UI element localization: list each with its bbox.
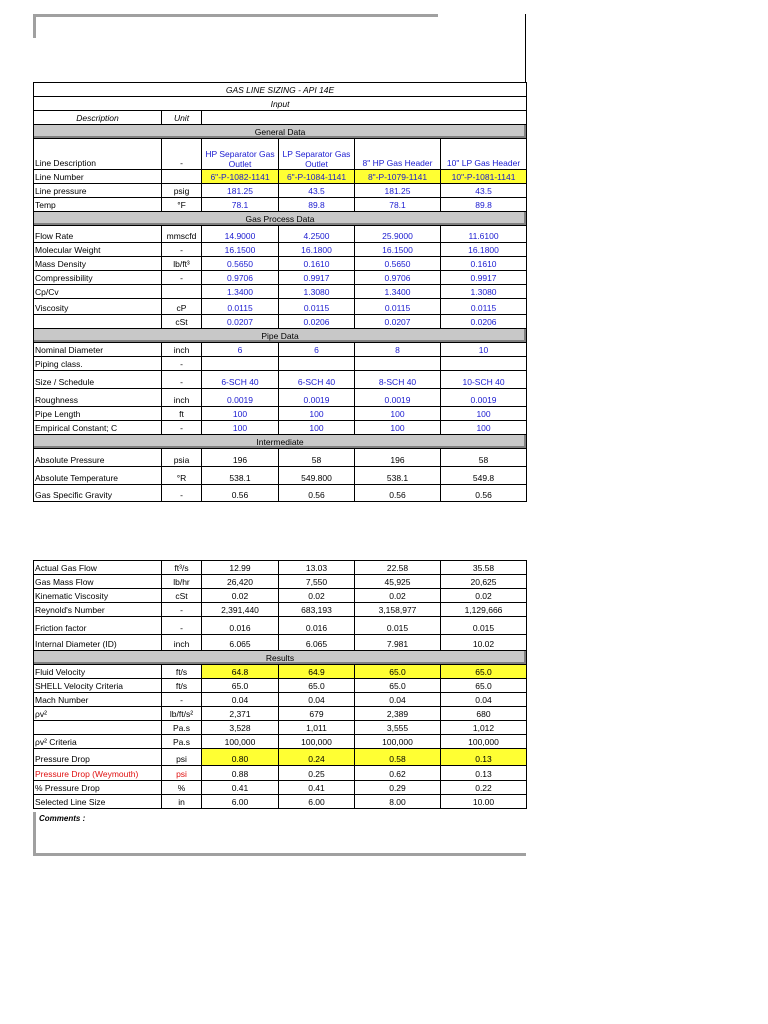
value-cell[interactable]: 78.1 <box>202 198 279 212</box>
value-cell[interactable]: 65.0 <box>441 679 527 693</box>
row-label: Molecular Weight <box>34 243 162 257</box>
value-cell[interactable]: 538.1 <box>202 467 279 485</box>
value-cell[interactable]: 196 <box>355 449 441 467</box>
table-row <box>34 617 527 635</box>
value-cell[interactable]: 16.1800 <box>441 243 527 257</box>
row-unit: - <box>162 421 202 435</box>
row-label: Mach Number <box>34 693 162 707</box>
row-unit: ft/s <box>162 679 202 693</box>
value-cell[interactable]: 89.8 <box>279 198 355 212</box>
value-cell[interactable]: 16.1500 <box>355 243 441 257</box>
value-cell[interactable]: 12.99 <box>202 561 279 575</box>
value-cell[interactable]: 10"-P-1081-1141 <box>441 170 527 184</box>
row-label: SHELL Velocity Criteria <box>34 679 162 693</box>
value-cell[interactable]: 2,371 <box>202 707 279 721</box>
value-cell[interactable]: 0.0019 <box>441 389 527 407</box>
value-cell[interactable]: 64.9 <box>279 665 355 679</box>
row-label: Friction factor <box>34 617 162 635</box>
value-cell[interactable]: 0.5650 <box>355 257 441 271</box>
row-label: Absolute Pressure <box>34 449 162 467</box>
calculation-table <box>33 560 527 809</box>
value-cell[interactable]: 0.04 <box>202 693 279 707</box>
value-cell[interactable]: 549.8 <box>441 467 527 485</box>
table-row <box>34 226 527 243</box>
row-label: ρv² Criteria <box>34 735 162 749</box>
section-gas-process-data: Gas Process Data <box>34 212 527 226</box>
value-cell[interactable]: 22.58 <box>355 561 441 575</box>
table-row <box>34 485 527 502</box>
row-label: Pipe Length <box>34 407 162 421</box>
table-row <box>34 603 527 617</box>
value-cell[interactable]: 65.0 <box>279 679 355 693</box>
value-cell[interactable]: 6.065 <box>202 635 279 651</box>
value-cell[interactable]: 45,925 <box>355 575 441 589</box>
table-row <box>34 198 527 212</box>
value-cell[interactable]: 1.3080 <box>441 285 527 299</box>
table-row <box>34 635 527 651</box>
value-cell[interactable]: 6"-P-1082-1141 <box>202 170 279 184</box>
row-label: Roughness <box>34 389 162 407</box>
table-row <box>34 467 527 485</box>
value-cell[interactable]: 0.41 <box>202 781 279 795</box>
value-cell[interactable]: 43.5 <box>279 184 355 198</box>
value-cell[interactable]: 0.9706 <box>202 271 279 285</box>
value-cell[interactable]: 0.80 <box>202 749 279 766</box>
value-cell[interactable]: 10-SCH 40 <box>441 371 527 389</box>
section-general-data: General Data <box>34 125 527 139</box>
value-cell[interactable]: 6-SCH 40 <box>202 371 279 389</box>
table-row <box>34 285 527 299</box>
line-description-cell[interactable]: LP Separator Gas Outlet <box>279 139 355 170</box>
row-unit: cSt <box>162 315 202 329</box>
value-cell[interactable]: 64.8 <box>202 665 279 679</box>
value-cell[interactable]: 0.0019 <box>279 389 355 407</box>
value-cell[interactable]: 0.0115 <box>202 299 279 315</box>
value-cell[interactable]: 10.02 <box>441 635 527 651</box>
row-unit: - <box>162 485 202 502</box>
value-cell[interactable]: 16.1500 <box>202 243 279 257</box>
value-cell[interactable]: 1.3400 <box>202 285 279 299</box>
value-cell[interactable]: 0.015 <box>355 617 441 635</box>
value-cell[interactable]: 35.58 <box>441 561 527 575</box>
value-cell[interactable]: 549.800 <box>279 467 355 485</box>
value-cell[interactable]: 2,391,440 <box>202 603 279 617</box>
row-unit: °F <box>162 198 202 212</box>
value-cell[interactable]: 0.56 <box>441 485 527 502</box>
row-label: Flow Rate <box>34 226 162 243</box>
value-cell[interactable]: 78.1 <box>355 198 441 212</box>
row-unit: - <box>162 371 202 389</box>
table-row <box>34 371 527 389</box>
line-description-cell[interactable]: 8" HP Gas Header <box>355 139 441 170</box>
row-label: % Pressure Drop <box>34 781 162 795</box>
value-cell[interactable]: 100,000 <box>279 735 355 749</box>
row-unit: % <box>162 781 202 795</box>
value-cell[interactable]: 0.02 <box>202 589 279 603</box>
value-cell[interactable] <box>202 357 279 371</box>
value-cell[interactable]: 100 <box>279 407 355 421</box>
value-cell[interactable]: 0.0207 <box>355 315 441 329</box>
value-cell[interactable]: 0.56 <box>202 485 279 502</box>
value-cell[interactable]: 0.9706 <box>355 271 441 285</box>
value-cell[interactable]: 0.62 <box>355 766 441 781</box>
value-cell[interactable]: 0.0206 <box>279 315 355 329</box>
value-cell[interactable]: 65.0 <box>355 665 441 679</box>
value-cell[interactable]: 7.981 <box>355 635 441 651</box>
value-cell[interactable]: 1.3080 <box>279 285 355 299</box>
value-cell[interactable]: 100 <box>355 407 441 421</box>
value-cell[interactable]: 25.9000 <box>355 226 441 243</box>
row-unit: inch <box>162 635 202 651</box>
row-unit: psig <box>162 184 202 198</box>
value-cell[interactable]: 6.00 <box>279 795 355 809</box>
value-cell[interactable]: 6.00 <box>202 795 279 809</box>
value-cell[interactable]: 0.88 <box>202 766 279 781</box>
table-row <box>34 766 527 781</box>
value-cell[interactable]: 0.9917 <box>441 271 527 285</box>
row-label: Empirical Constant; C <box>34 421 162 435</box>
value-cell[interactable]: 3,555 <box>355 721 441 735</box>
value-cell[interactable]: 0.02 <box>279 589 355 603</box>
row-label: Line pressure <box>34 184 162 198</box>
table-row <box>34 243 527 257</box>
value-cell[interactable]: 1.3400 <box>355 285 441 299</box>
value-cell[interactable]: 6 <box>279 343 355 357</box>
value-cell[interactable]: 4.2500 <box>279 226 355 243</box>
row-unit: lb/hr <box>162 575 202 589</box>
value-cell[interactable]: 0.41 <box>279 781 355 795</box>
value-cell[interactable]: 100 <box>279 421 355 435</box>
table-row <box>34 693 527 707</box>
row-label: Temp <box>34 198 162 212</box>
row-unit: psi <box>162 749 202 766</box>
table-row <box>34 389 527 407</box>
value-cell[interactable]: 0.25 <box>279 766 355 781</box>
value-cell[interactable]: 0.0207 <box>202 315 279 329</box>
row-label: Pressure Drop (Weymouth) <box>34 766 162 781</box>
value-cell[interactable]: 0.0115 <box>441 299 527 315</box>
value-cell[interactable] <box>441 357 527 371</box>
row-label <box>34 721 162 735</box>
value-cell[interactable]: 0.04 <box>441 693 527 707</box>
value-cell[interactable]: 100,000 <box>441 735 527 749</box>
value-cell[interactable]: 0.04 <box>355 693 441 707</box>
row-label: Fluid Velocity <box>34 665 162 679</box>
value-cell[interactable]: 43.5 <box>441 184 527 198</box>
table-row <box>34 257 527 271</box>
row-label <box>34 315 162 329</box>
comments-label: Comments : <box>39 814 86 823</box>
table-row <box>34 343 527 357</box>
input-table <box>33 82 527 502</box>
value-cell[interactable]: 0.0206 <box>441 315 527 329</box>
row-unit: - <box>162 243 202 257</box>
value-cell[interactable]: 3,528 <box>202 721 279 735</box>
value-cell[interactable]: 26,420 <box>202 575 279 589</box>
row-label: Gas Specific Gravity <box>34 485 162 502</box>
value-cell[interactable]: 11.6100 <box>441 226 527 243</box>
row-unit: Pa.s <box>162 721 202 735</box>
value-cell[interactable]: 6-SCH 40 <box>279 371 355 389</box>
table-row <box>34 589 527 603</box>
table-row <box>34 170 527 184</box>
value-cell[interactable]: 8 <box>355 343 441 357</box>
table-row <box>34 184 527 198</box>
value-cell[interactable]: 181.25 <box>355 184 441 198</box>
comments-box[interactable] <box>33 812 526 856</box>
unit-header: Unit <box>162 111 202 125</box>
row-label: Mass Density <box>34 257 162 271</box>
value-cell[interactable]: 65.0 <box>202 679 279 693</box>
row-unit: inch <box>162 343 202 357</box>
line-description-cell[interactable]: HP Separator Gas Outlet <box>202 139 279 170</box>
value-cell[interactable]: 100 <box>355 421 441 435</box>
table-row <box>34 357 527 371</box>
row-label: Absolute Temperature <box>34 467 162 485</box>
table-row <box>34 781 527 795</box>
value-cell[interactable]: 20,625 <box>441 575 527 589</box>
value-cell[interactable]: 3,158,977 <box>355 603 441 617</box>
value-cell[interactable]: 100,000 <box>202 735 279 749</box>
row-label: Size / Schedule <box>34 371 162 389</box>
value-cell[interactable]: 58 <box>279 449 355 467</box>
value-cell[interactable]: 0.04 <box>279 693 355 707</box>
row-label: Viscosity <box>34 299 162 315</box>
row-unit: - <box>162 693 202 707</box>
row-label: Selected Line Size <box>34 795 162 809</box>
value-cell[interactable]: 0.58 <box>355 749 441 766</box>
value-cell[interactable]: 680 <box>441 707 527 721</box>
row-unit: in <box>162 795 202 809</box>
row-label: Piping class. <box>34 357 162 371</box>
value-cell[interactable]: 0.016 <box>279 617 355 635</box>
sheet-title: GAS LINE SIZING - API 14E <box>34 83 527 97</box>
value-cell[interactable]: 6"-P-1084-1141 <box>279 170 355 184</box>
table-row <box>34 407 527 421</box>
value-cell[interactable]: 0.0115 <box>355 299 441 315</box>
value-cell[interactable]: 679 <box>279 707 355 721</box>
title-box-frame <box>33 14 438 38</box>
section-intermediate: Intermediate <box>34 435 527 449</box>
row-label: Compressibility <box>34 271 162 285</box>
value-cell[interactable]: 538.1 <box>355 467 441 485</box>
row-unit: ft/s <box>162 665 202 679</box>
value-cell[interactable]: 100 <box>202 421 279 435</box>
row-label: Cp/Cv <box>34 285 162 299</box>
value-cell[interactable]: 0.02 <box>441 589 527 603</box>
value-cell[interactable]: 100 <box>441 407 527 421</box>
row-unit: lb/ft³ <box>162 257 202 271</box>
table-row <box>34 707 527 721</box>
row-unit: cP <box>162 299 202 315</box>
value-cell[interactable] <box>279 357 355 371</box>
row-label: Line Number <box>34 170 162 184</box>
table-row <box>34 271 527 285</box>
row-unit: ft <box>162 407 202 421</box>
row-label: Pressure Drop <box>34 749 162 766</box>
value-cell[interactable]: 0.0019 <box>355 389 441 407</box>
value-cell[interactable]: 8-SCH 40 <box>355 371 441 389</box>
value-cell[interactable]: 100 <box>202 407 279 421</box>
row-unit: psi <box>162 766 202 781</box>
value-cell[interactable]: 8.00 <box>355 795 441 809</box>
row-unit: °R <box>162 467 202 485</box>
value-cell[interactable]: 13.03 <box>279 561 355 575</box>
row-label: Reynold's Number <box>34 603 162 617</box>
value-cell[interactable]: 181.25 <box>202 184 279 198</box>
value-cell[interactable]: 6.065 <box>279 635 355 651</box>
value-cell[interactable]: 196 <box>202 449 279 467</box>
header-blank <box>202 111 527 125</box>
value-cell[interactable]: 65.0 <box>441 665 527 679</box>
table-row <box>34 315 527 329</box>
line-description-cell[interactable]: 10" LP Gas Header <box>441 139 527 170</box>
row-unit: lb/ft/s² <box>162 707 202 721</box>
value-cell[interactable]: 0.56 <box>279 485 355 502</box>
value-cell[interactable]: 6 <box>202 343 279 357</box>
value-cell[interactable]: 0.0115 <box>279 299 355 315</box>
value-cell[interactable]: 0.015 <box>441 617 527 635</box>
value-cell[interactable]: 0.24 <box>279 749 355 766</box>
value-cell[interactable]: 100 <box>441 421 527 435</box>
line-description-label: Line Description <box>34 139 162 170</box>
value-cell[interactable]: 0.13 <box>441 749 527 766</box>
value-cell[interactable]: 0.0019 <box>202 389 279 407</box>
value-cell[interactable]: 0.56 <box>355 485 441 502</box>
value-cell[interactable]: 0.5650 <box>202 257 279 271</box>
value-cell[interactable]: 0.016 <box>202 617 279 635</box>
table-row <box>34 679 527 693</box>
row-label: Actual Gas Flow <box>34 561 162 575</box>
value-cell[interactable]: 1,012 <box>441 721 527 735</box>
row-label: Gas Mass Flow <box>34 575 162 589</box>
value-cell[interactable]: 1,011 <box>279 721 355 735</box>
value-cell[interactable]: 0.9917 <box>279 271 355 285</box>
table-row <box>34 575 527 589</box>
value-cell[interactable]: 8"-P-1079-1141 <box>355 170 441 184</box>
value-cell[interactable]: 2,389 <box>355 707 441 721</box>
value-cell[interactable]: 1,129,666 <box>441 603 527 617</box>
row-unit: mmscfd <box>162 226 202 243</box>
table-row <box>34 561 527 575</box>
row-unit: ft³/s <box>162 561 202 575</box>
row-unit <box>162 170 202 184</box>
row-unit: - <box>162 617 202 635</box>
section-pipe-data: Pipe Data <box>34 329 527 343</box>
value-cell[interactable]: 0.29 <box>355 781 441 795</box>
value-cell[interactable]: 10 <box>441 343 527 357</box>
table-row <box>34 421 527 435</box>
table-row <box>34 795 527 809</box>
row-unit: - <box>162 357 202 371</box>
value-cell[interactable]: 0.1610 <box>279 257 355 271</box>
value-cell[interactable]: 65.0 <box>355 679 441 693</box>
row-label: Internal Diameter (ID) <box>34 635 162 651</box>
value-cell[interactable]: 0.02 <box>355 589 441 603</box>
row-unit: - <box>162 271 202 285</box>
value-cell[interactable]: 14.9000 <box>202 226 279 243</box>
input-caption: Input <box>34 97 527 111</box>
section-results: Results <box>34 651 527 665</box>
table-row <box>34 299 527 315</box>
value-cell[interactable]: 0.22 <box>441 781 527 795</box>
table-row <box>34 735 527 749</box>
row-unit: cSt <box>162 589 202 603</box>
value-cell[interactable] <box>355 357 441 371</box>
row-unit: inch <box>162 389 202 407</box>
row-unit: psia <box>162 449 202 467</box>
description-header: Description <box>34 111 162 125</box>
value-cell[interactable]: 58 <box>441 449 527 467</box>
table-row <box>34 449 527 467</box>
value-cell[interactable]: 0.13 <box>441 766 527 781</box>
row-unit: - <box>162 603 202 617</box>
sheet-right-border <box>525 14 526 82</box>
row-label: Nominal Diameter <box>34 343 162 357</box>
table-row <box>34 721 527 735</box>
row-label: ρv² <box>34 707 162 721</box>
table-row <box>34 749 527 766</box>
row-label: Kinematic Viscosity <box>34 589 162 603</box>
value-cell[interactable]: 683,193 <box>279 603 355 617</box>
table-row <box>34 665 527 679</box>
value-cell[interactable]: 7,550 <box>279 575 355 589</box>
value-cell[interactable]: 16.1800 <box>279 243 355 257</box>
value-cell[interactable]: 10.00 <box>441 795 527 809</box>
line-description-unit: - <box>162 139 202 170</box>
value-cell[interactable]: 0.1610 <box>441 257 527 271</box>
value-cell[interactable]: 89.8 <box>441 198 527 212</box>
row-unit <box>162 285 202 299</box>
value-cell[interactable]: 100,000 <box>355 735 441 749</box>
row-unit: Pa.s <box>162 735 202 749</box>
